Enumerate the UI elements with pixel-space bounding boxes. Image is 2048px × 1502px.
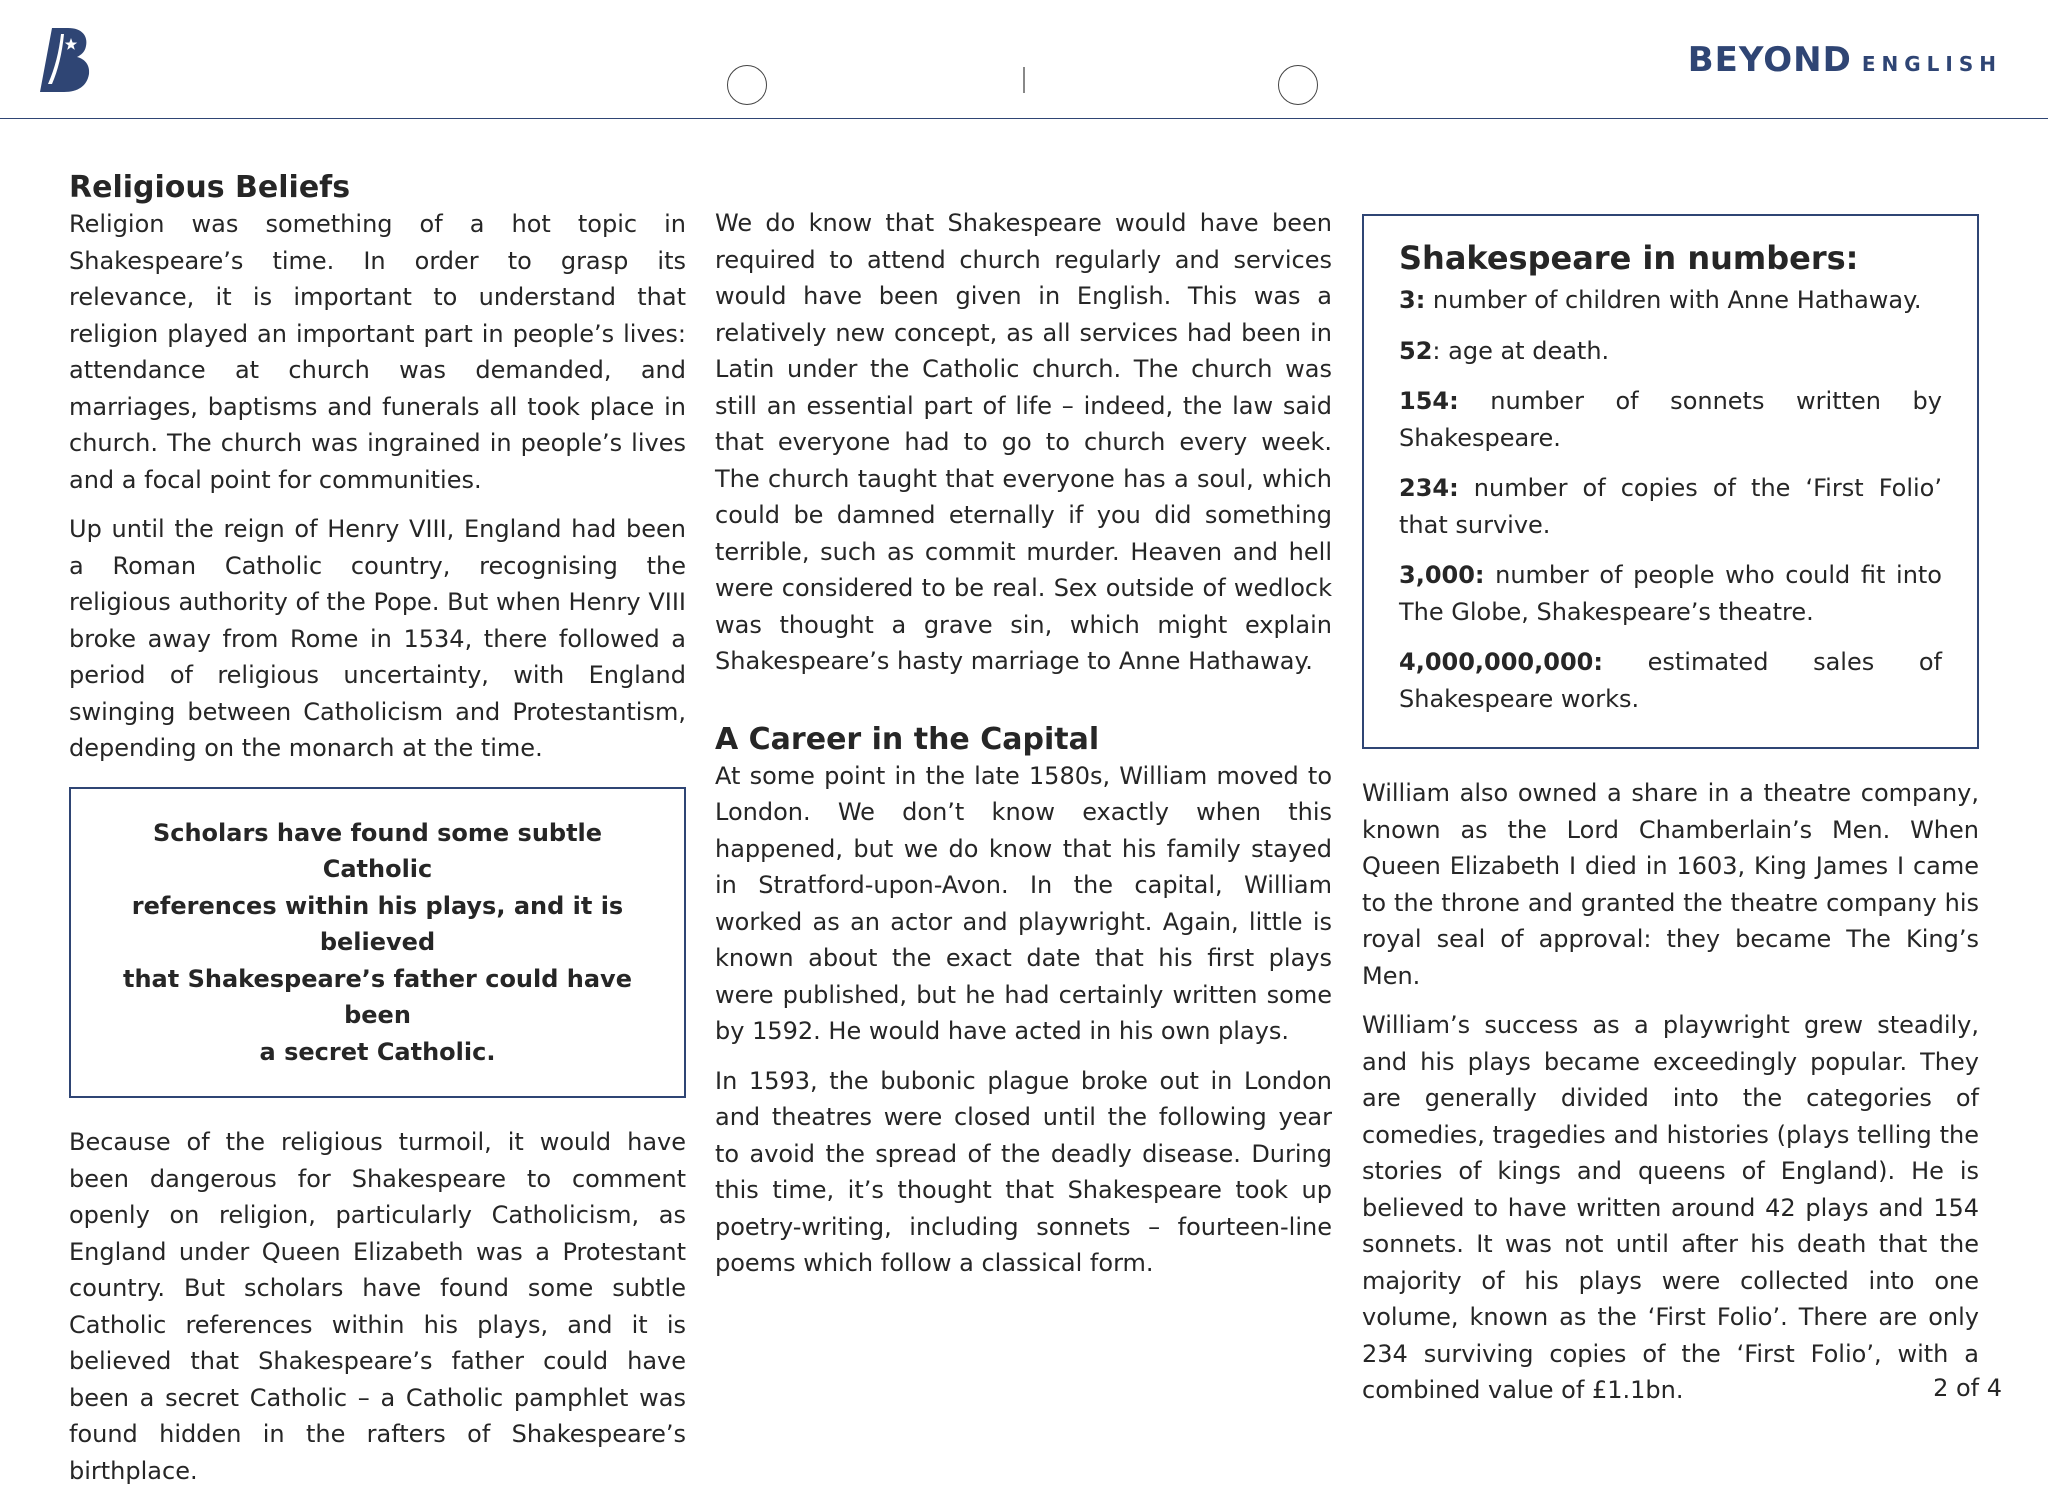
heading-religious-beliefs: Religious Beliefs xyxy=(69,170,351,205)
paragraph: In 1593, the bubonic plague broke out in London and theatres were closed until the following year to avoid the spread of the deadly disease. During this time, it’s thought that Shakespeare took up poetry-writing, including sonnets – fourteen-line poems which follow a classical form. xyxy=(715,1066,1332,1277)
number-fact xyxy=(1399,282,1942,319)
pull-quote-line: a secret Catholic. xyxy=(259,1037,496,1066)
center-fold-mark xyxy=(1023,67,1025,93)
number-fact xyxy=(1399,333,1942,370)
pull-quote-line: that Shakespeare’s father could have been xyxy=(123,964,632,1029)
brand-wordmark xyxy=(1688,40,2002,80)
brand-main: BEYOND xyxy=(1687,40,1852,80)
page-number: 2 of 4 xyxy=(1933,1374,2002,1402)
column-right xyxy=(1362,214,1979,1422)
number-fact xyxy=(1399,470,1942,543)
number-text: estimated sales of Shakespeare works. xyxy=(1399,648,1942,713)
number-value: 154: xyxy=(1399,387,1459,415)
column-middle xyxy=(715,205,1332,1295)
numbers-box xyxy=(1362,214,1979,749)
number-fact xyxy=(1399,644,1942,717)
paragraph: Because of the religious turmoil, it would have been dangerous for Shakespeare to comment openly on religion, particularly Catholicism, as England under Queen Elizabeth was a Protestant country. But scholars have found some subtle Catholic references within his plays, and it is believed that Shakespeare’s father could have been a secret Catholic – a Catholic pamphlet was found hidden in the rafters of Shakespeare’s birthplace. xyxy=(69,1128,686,1485)
numbers-box-title: Shakespeare in numbers: xyxy=(1399,239,1859,277)
page-header xyxy=(0,0,2048,119)
beyond-logo-icon xyxy=(38,24,92,94)
number-text: number of sonnets written by Shakespeare. xyxy=(1399,387,1942,452)
heading-career-in-capital: A Career in the Capital xyxy=(715,721,1100,757)
pull-quote-line: Scholars have found some subtle Catholic xyxy=(152,818,603,883)
paragraph: At some point in the late 1580s, William moved to London. We don’t know exactly when this happened, but we do know that his family stayed in Stratford-upon-Avon. In the capital, William worked as an actor and playwright. Again, little is known about the exact date that his first plays were published, but he had certainly written some by 1592. He would have acted in his own plays. xyxy=(715,761,1332,1045)
number-text: number of people who could fit into The Globe, Shakespeare’s theatre. xyxy=(1399,561,1942,626)
binder-hole-right xyxy=(1278,65,1318,105)
number-value: 3,000: xyxy=(1399,561,1485,589)
paragraph: We do know that Shakespeare would have been required to attend church regularly and services would have been given in English. This was a relatively new concept, as all services had been in Latin under the Catholic church. The church was still an essential part of life – indeed, the law said that everyone had to go to church every week. The church taught that everyone has a soul, which could be damned eternally if you did something terrible, such as commit murder. Heaven and hell were considered to be real. Sex outside of wedlock was thought a grave sin, which might explain Shakespeare’s hasty marriage to Anne Hathaway. xyxy=(715,209,1332,675)
pull-quote-line: references within his plays, and it is believed xyxy=(131,891,624,956)
number-fact xyxy=(1399,383,1942,456)
pull-quote xyxy=(69,787,686,1099)
paragraph: Up until the reign of Henry VIII, England had been a Roman Catholic country, recognising the religious authority of the Pope. But when Henry VIII broke away from Rome in 1534, there followed a period of religious uncertainty, with England swinging between Catholicism and Protestantism, depending on the monarch at the time. xyxy=(69,515,686,762)
brand-sub: ENGLISH xyxy=(1861,52,2002,76)
paragraph: William’s success as a playwright grew steadily, and his plays became exceedingly popular. They are generally divided into the categories of comedies, tragedies and histories (plays telling the stories of kings and queens of England). He is believed to have written around 42 plays and 154 sonnets. It was not until after his death that the majority of his plays were collected into one volume, known as the ‘First Folio’. There are only 234 surviving copies of the ‘First Folio’, with a combined value of £1.1bn. xyxy=(1362,1011,1979,1404)
binder-hole-left xyxy=(727,65,767,105)
number-value: 234: xyxy=(1399,474,1459,502)
number-text: number of copies of the ‘First Folio’ that survive. xyxy=(1399,474,1942,539)
number-text: : age at death. xyxy=(1432,336,1610,365)
paragraph: William also owned a share in a theatre company, known as the Lord Chamberlain’s Men. When Queen Elizabeth I died in 1603, King James I came to the throne and granted the theatre company his royal seal of approval: they became The King’s Men. xyxy=(1362,779,1979,990)
number-fact xyxy=(1399,557,1942,630)
number-value: 52 xyxy=(1399,336,1433,365)
number-value: 3: xyxy=(1399,286,1426,314)
number-value: 4,000,000,000: xyxy=(1399,648,1603,676)
number-text: number of children with Anne Hathaway. xyxy=(1425,286,1922,314)
column-left xyxy=(69,168,686,1502)
paragraph: Religion was something of a hot topic in Shakespeare’s time. In order to grasp its relevance, it is important to understand that religion played an important part in people’s lives: attendance at church was demanded, and marriages, baptisms and funerals all took place in church. The church was ingrained in people’s lives and a focal point for communities. xyxy=(69,210,686,494)
